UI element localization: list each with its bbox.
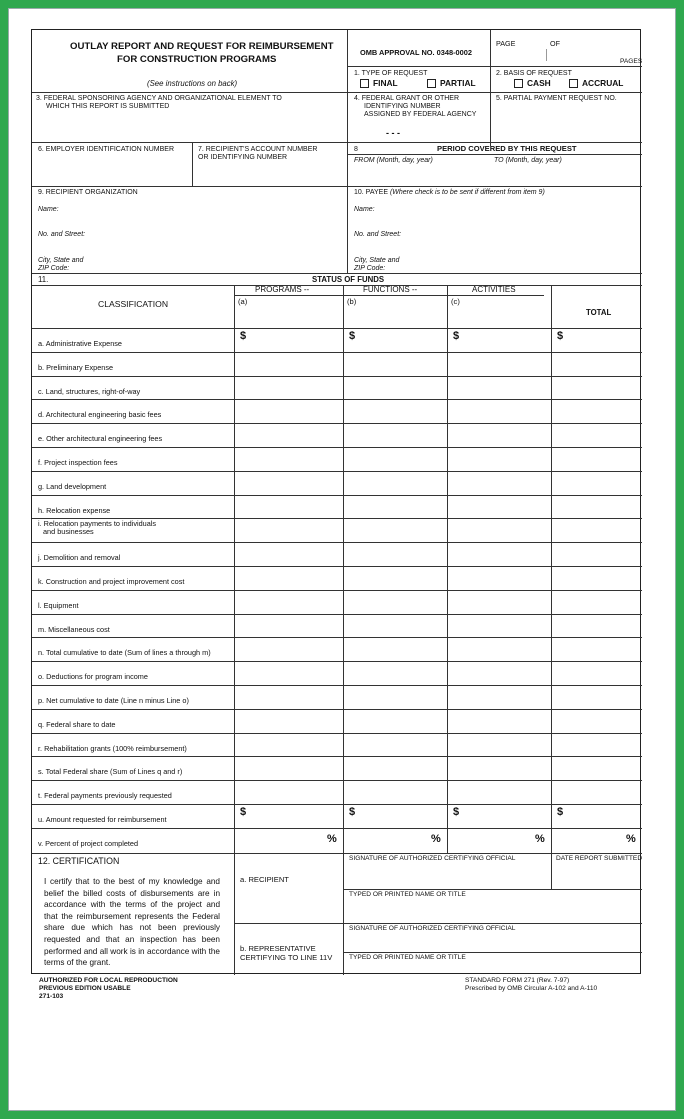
amount-cell[interactable] (552, 615, 641, 637)
amount-cell[interactable] (448, 377, 550, 399)
amount-cell[interactable] (552, 638, 641, 660)
amount-cell[interactable] (235, 829, 342, 851)
item5-label: 5. PARTIAL PAYMENT REQUEST NO. (496, 95, 617, 102)
amount-cell[interactable] (448, 543, 550, 565)
amount-cell[interactable] (552, 591, 641, 613)
status-row-label: l. Equipment (38, 600, 79, 610)
amount-cell[interactable] (344, 591, 446, 613)
footer-right1: STANDARD FORM 271 (Rev. 7-97) (465, 977, 570, 984)
period-from: FROM (Month, day, year) (354, 157, 433, 164)
outlay-report-form (31, 29, 641, 974)
instructions-note: (See instructions on back) (147, 79, 238, 88)
percent-sign: % (327, 832, 337, 845)
amount-cell[interactable] (552, 519, 641, 541)
cert-title: 12. CERTIFICATION (38, 856, 120, 866)
amount-cell[interactable] (448, 519, 550, 541)
item3-line2: WHICH THIS REPORT IS SUBMITTED (46, 103, 170, 110)
status-row-label: d. Architectural engineering basic fees (38, 410, 162, 420)
status-row-label: i. Relocation payments to individuals and businesses (38, 519, 157, 537)
amount-cell[interactable] (448, 757, 550, 779)
item2-label: 2. BASIS OF REQUEST (496, 70, 572, 77)
functions-header: FUNCTIONS -- (363, 285, 418, 294)
cash-checkbox[interactable] (514, 78, 551, 88)
amount-cell[interactable] (235, 424, 342, 446)
amount-cell[interactable] (448, 638, 550, 660)
col-a-header: (a) (238, 297, 248, 306)
amount-cell[interactable] (448, 496, 550, 518)
amount-cell[interactable] (235, 757, 342, 779)
accrual-label: ACCRUAL (582, 78, 624, 88)
status-row-label: g. Land development (38, 481, 107, 491)
footer-left3: 271-103 (39, 993, 64, 1000)
status-row-label: a. Administrative Expense (38, 339, 122, 348)
amount-cell[interactable] (552, 472, 641, 494)
dollar-sign: $ (557, 806, 564, 818)
item10-note: (Where check is to be sent if different from item 9) (389, 189, 545, 196)
percent-sign: % (535, 832, 545, 845)
accrual-checkbox[interactable] (569, 78, 623, 88)
dollar-sign: $ (557, 330, 564, 342)
amount-cell[interactable] (448, 662, 550, 684)
amount-cell[interactable] (448, 591, 550, 613)
dollar-sign: $ (349, 330, 356, 342)
amount-cell[interactable] (552, 543, 641, 565)
amount-cell[interactable] (235, 710, 342, 732)
percent-sign: % (431, 832, 441, 845)
activities-header: ACTIVITIES (472, 285, 516, 294)
amount-cell[interactable] (448, 424, 550, 446)
cert-date[interactable]: DATE REPORT SUBMITTED (556, 855, 643, 862)
amount-cell[interactable] (344, 710, 446, 732)
status-row-label: e. Other architectural engineering fees (38, 434, 163, 444)
amount-cell[interactable] (448, 472, 550, 494)
status-row-label: v. Percent of project completed (38, 838, 139, 848)
amount-cell[interactable] (344, 400, 446, 422)
amount-cell[interactable] (552, 377, 641, 399)
status-row-label: p. Net cumulative to date (Line n minus Line o) (38, 696, 189, 705)
status-row-label: h. Relocation expense (38, 505, 111, 515)
amount-cell[interactable] (448, 781, 550, 803)
cert-sig-recipient[interactable]: SIGNATURE OF AUTHORIZED CERTIFYING OFFICIAL (349, 855, 516, 862)
footer-left1: AUTHORIZED FOR LOCAL REPRODUCTION (39, 977, 178, 984)
final-label: FINAL (373, 78, 398, 88)
amount-cell[interactable] (552, 567, 641, 589)
cert-typed-recipient[interactable]: TYPED OR PRINTED NAME OR TITLE (349, 891, 466, 898)
percent-sign: % (626, 832, 636, 845)
footer-right2: Prescribed by OMB Circular A-102 and A-110 (465, 985, 598, 992)
amount-cell[interactable] (552, 424, 641, 446)
amount-cell[interactable] (344, 757, 446, 779)
cash-label: CASH (527, 78, 551, 88)
amount-cell[interactable] (552, 757, 641, 779)
amount-cell[interactable] (235, 734, 342, 756)
amount-cell[interactable] (235, 781, 342, 803)
item7-line1: 7. RECIPIENT'S ACCOUNT NUMBER (198, 146, 318, 153)
col-b-header: (b) (347, 297, 357, 306)
amount-cell[interactable] (448, 710, 550, 732)
amount-cell[interactable] (448, 400, 550, 422)
pages-label: PAGES (620, 58, 643, 65)
dollar-sign: $ (453, 330, 460, 342)
amount-cell[interactable] (552, 400, 641, 422)
item7-line2: OR IDENTIFYING NUMBER (198, 154, 288, 161)
amount-cell[interactable] (235, 329, 342, 351)
amount-cell[interactable] (448, 353, 550, 375)
dollar-sign: $ (240, 330, 247, 342)
status-row-label: o. Deductions for program income (38, 672, 148, 682)
footer-left2: PREVIOUS EDITION USABLE (39, 985, 131, 992)
amount-cell[interactable] (448, 329, 550, 351)
status-row-label: q. Federal share to date (38, 719, 116, 729)
item4-dashes: - - - (386, 128, 400, 138)
item6-label: 6. EMPLOYER IDENTIFICATION NUMBER (38, 146, 174, 153)
classification-header: CLASSIFICATION (98, 299, 169, 309)
partial-checkbox[interactable] (427, 78, 476, 88)
form-title-line2: FOR CONSTRUCTION PROGRAMS (117, 54, 277, 65)
status-row-label: u. Amount requested for reimbursement (38, 815, 167, 824)
item4-line3: ASSIGNED BY FEDERAL AGENCY (364, 111, 477, 118)
amount-cell[interactable] (552, 496, 641, 518)
programs-header: PROGRAMS -- (255, 285, 310, 294)
omb-approval: OMB APPROVAL NO. 0348-0002 (360, 48, 472, 57)
item10-label-text: 10. PAYEE (354, 189, 388, 196)
item10-zip: ZIP Code: (354, 265, 386, 272)
status-row-label: t. Federal payments previously requested (38, 791, 172, 801)
amount-cell[interactable] (344, 543, 446, 565)
amount-cell[interactable] (344, 734, 446, 756)
amount-cell[interactable] (344, 472, 446, 494)
item8-num: 8 (354, 146, 358, 153)
amount-cell[interactable] (235, 567, 342, 589)
item9-name: Name: (38, 206, 59, 213)
status-row-label: f. Project inspection fees (38, 458, 118, 467)
cert-typed-rep[interactable]: TYPED OR PRINTED NAME OR TITLE (349, 954, 466, 961)
amount-cell[interactable] (235, 353, 342, 375)
amount-cell[interactable] (344, 353, 446, 375)
final-checkbox[interactable] (360, 78, 398, 88)
item11-num: 11. (38, 275, 49, 284)
partial-label: PARTIAL (440, 78, 476, 88)
amount-cell[interactable] (235, 686, 342, 708)
amount-cell[interactable] (235, 615, 342, 637)
amount-cell[interactable] (552, 781, 641, 803)
amount-cell[interactable] (552, 686, 641, 708)
amount-cell[interactable] (448, 615, 550, 637)
amount-cell[interactable] (448, 805, 550, 827)
item4-line2: IDENTIFYING NUMBER (364, 103, 441, 110)
amount-cell[interactable] (344, 638, 446, 660)
item9-label: 9. RECIPIENT ORGANIZATION (38, 189, 138, 196)
amount-cell[interactable] (344, 448, 446, 470)
item9-city: City, State and (38, 257, 84, 264)
amount-cell[interactable] (235, 400, 342, 422)
item3-line1: 3. FEDERAL SPONSORING AGENCY AND ORGANIZATIONAL ELEMENT TO (36, 95, 282, 102)
cert-text: I certify that to the best of my knowledge and belief the billed costs of disbursements are in accordance with the terms of the project and that the reimbursement represents the Federal share due which has not been previously requested and that an inspection has been performed and all work is in accordance with the terms of the grant. (44, 877, 220, 968)
item1-label: 1. TYPE OF REQUEST (354, 70, 428, 77)
amount-cell[interactable] (552, 662, 641, 684)
cert-rep-line2: CERTIFYING TO LINE 11V (240, 953, 333, 962)
status-row-label: b. Preliminary Expense (38, 362, 114, 372)
item8-label: PERIOD COVERED BY THIS REQUEST (437, 144, 577, 153)
item10-street: No. and Street: (354, 231, 402, 238)
item4-line1: 4. FEDERAL GRANT OR OTHER (354, 95, 460, 102)
amount-cell[interactable] (448, 448, 550, 470)
amount-cell[interactable] (344, 781, 446, 803)
amount-cell[interactable] (552, 805, 641, 827)
amount-cell[interactable] (344, 377, 446, 399)
dollar-sign: $ (453, 806, 460, 818)
amount-cell[interactable] (235, 805, 342, 827)
amount-cell[interactable] (235, 543, 342, 565)
amount-cell[interactable] (448, 567, 550, 589)
amount-cell[interactable] (552, 329, 641, 351)
amount-cell[interactable] (344, 567, 446, 589)
amount-cell[interactable] (344, 686, 446, 708)
amount-cell[interactable] (344, 329, 446, 351)
amount-cell[interactable] (448, 734, 550, 756)
form-page (8, 8, 676, 1111)
item10-name: Name: (354, 206, 375, 213)
amount-cell[interactable] (235, 591, 342, 613)
amount-cell[interactable] (552, 353, 641, 375)
amount-cell[interactable] (235, 377, 342, 399)
amount-cell[interactable] (235, 472, 342, 494)
status-row-label: m. Miscellaneous cost (38, 624, 110, 634)
amount-cell[interactable] (235, 662, 342, 684)
amount-cell[interactable] (344, 519, 446, 541)
cert-rep-line1: b. REPRESENTATIVE (240, 944, 316, 953)
status-row-label: k. Construction and project improvement cost (38, 577, 185, 586)
status-row-label: j. Demolition and removal (38, 553, 121, 563)
status-row-label: s. Total Federal share (Sum of Lines q and r) (38, 767, 183, 777)
status-row-label: c. Land, structures, right-of-way (38, 386, 141, 396)
amount-cell[interactable] (235, 448, 342, 470)
cert-sig-rep[interactable]: SIGNATURE OF AUTHORIZED CERTIFYING OFFICIAL (349, 925, 516, 932)
total-header: TOTAL (586, 308, 612, 317)
status-row-label: n. Total cumulative to date (Sum of lines a through m) (38, 648, 211, 658)
amount-cell[interactable] (448, 686, 550, 708)
item10-label (354, 189, 545, 197)
dollar-sign: $ (349, 806, 356, 818)
amount-cell[interactable] (552, 710, 641, 732)
dollar-sign: $ (240, 806, 247, 818)
amount-cell[interactable] (344, 662, 446, 684)
amount-cell[interactable] (552, 734, 641, 756)
period-to: TO (Month, day, year) (494, 157, 562, 164)
page-label: PAGE (496, 39, 516, 48)
status-title: STATUS OF FUNDS (312, 275, 385, 284)
amount-cell[interactable] (235, 496, 342, 518)
amount-cell[interactable] (235, 519, 342, 541)
amount-cell[interactable] (344, 496, 446, 518)
item9-zip: ZIP Code: (38, 265, 70, 272)
of-label: OF (550, 39, 560, 48)
col-c-header: (c) (451, 297, 460, 306)
form-title-line1: OUTLAY REPORT AND REQUEST FOR REIMBURSEMENT (70, 41, 334, 52)
amount-cell[interactable] (235, 638, 342, 660)
item10-city: City, State and (354, 257, 400, 264)
status-row-label: r. Rehabilitation grants (100% reimbursement) (38, 743, 187, 753)
item9-street: No. and Street: (38, 231, 86, 238)
amount-cell[interactable] (552, 448, 641, 470)
amount-cell[interactable] (344, 424, 446, 446)
amount-cell[interactable] (344, 805, 446, 827)
cert-recipient: a. RECIPIENT (240, 875, 289, 884)
amount-cell[interactable] (344, 615, 446, 637)
